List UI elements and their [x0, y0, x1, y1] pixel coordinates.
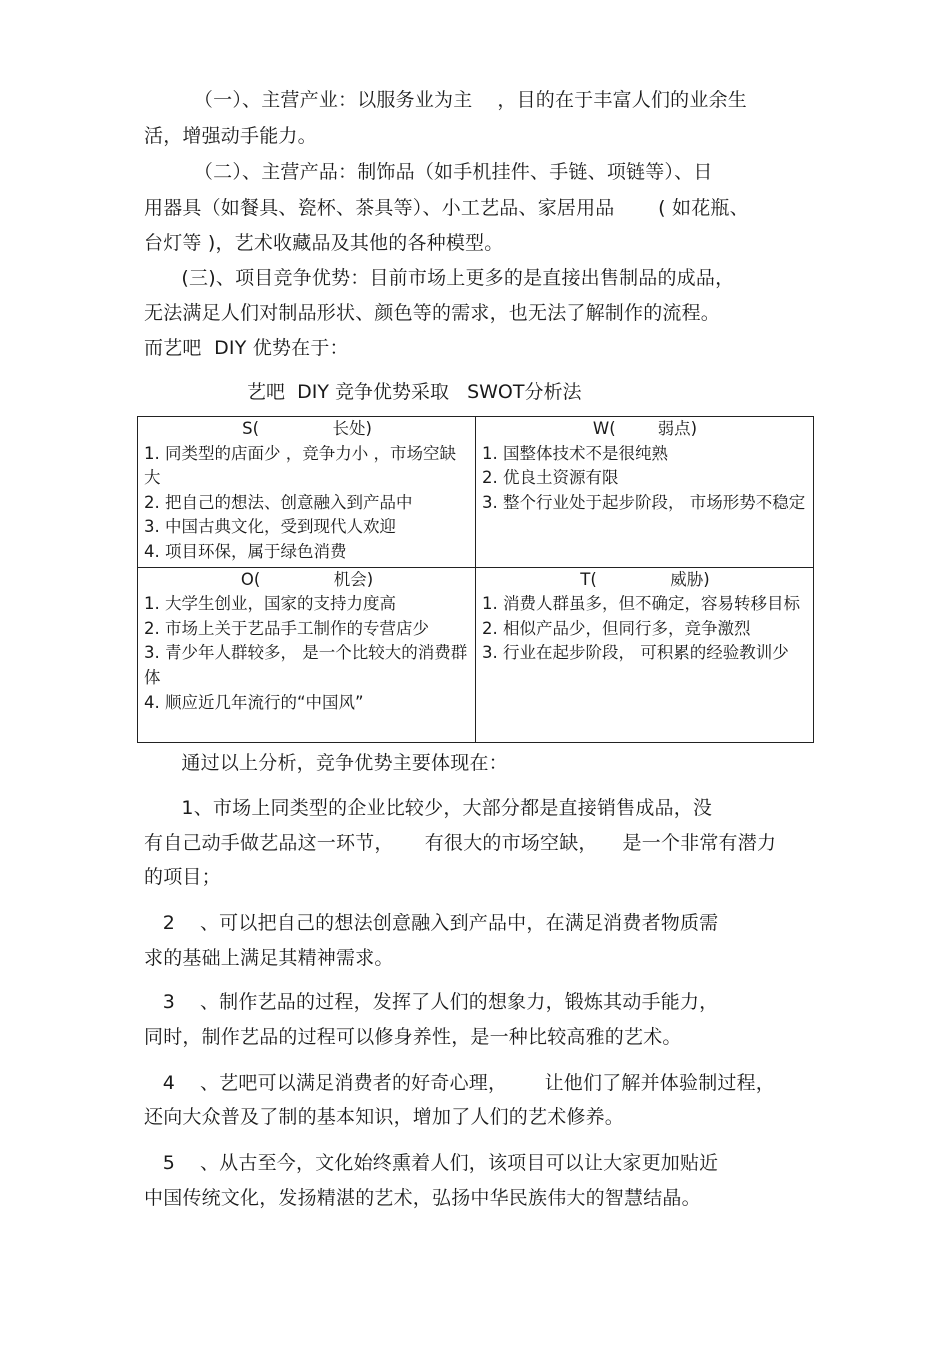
swot-cell-opportunities — [138, 567, 476, 742]
swot-table — [137, 416, 814, 743]
strengths-header: S( 长处) — [242, 419, 372, 438]
paragraph-main-industry: （一）、主营产业：以服务业为主 ，目的在于丰富人们的业余生 — [144, 89, 747, 111]
table-caption: 艺吧 DIY 竞争优势采取 SWOT分析法 — [247, 381, 582, 403]
analysis-point-1: 1、市场上同类型的企业比较少，大部分都是直接销售成品，没 — [144, 797, 713, 819]
swot-row-ot — [138, 567, 814, 742]
analysis-point-4-cont: 还向大众普及了制的基本知识，增加了人们的艺术修养。 — [144, 1106, 625, 1128]
paragraph-competitive-advantage-cont2: 而艺吧 DIY 优势在于： — [144, 337, 349, 359]
threats-header: T( 威胁) — [580, 569, 710, 589]
analysis-point-2-cont: 求的基础上满足其精神需求。 — [144, 947, 394, 969]
opportunity-item: 3. 青少年人群较多， 是一个比较大的消费群体 — [144, 643, 468, 687]
paragraph-main-industry-cont: 活，增强动手能力。 — [144, 125, 317, 147]
analysis-point-1-cont2: 的项目； — [144, 866, 221, 888]
strength-item: 4. 项目环保，属于绿色消费 — [144, 541, 347, 561]
analysis-point-5-cont: 中国传统文化，发扬精湛的艺术，弘扬中华民族伟大的智慧结晶。 — [144, 1187, 701, 1209]
weakness-item: 1. 国整体技术不是很纯熟 — [482, 443, 668, 463]
opportunity-item: 4. 顺应近几年流行的“中国风” — [144, 692, 364, 712]
opportunity-item: 2. 市场上关于艺品手工制作的专营店少 — [144, 618, 429, 638]
strength-item: 1. 同类型的店面少 ，竞争力小 ，市场空缺大 — [144, 443, 456, 488]
analysis-point-3: 3 、制作艺品的过程，发挥了人们的想象力，锻炼其动手能力， — [144, 991, 719, 1013]
strength-item: 3. 中国古典文化，受到现代人欢迎 — [144, 517, 396, 537]
paragraph-main-products: （二）、主营产品：制饰品（如手机挂件、手链、项链等）、日 — [144, 161, 713, 183]
analysis-point-5: 5 、从古至今，文化始终熏着人们，该项目可以让大家更加贴近 — [144, 1152, 719, 1174]
opportunities-header: O( 机会) — [240, 569, 374, 589]
threat-item: 1. 消费人群虽多，但不确定，容易转移目标 — [482, 594, 800, 614]
opportunity-item: 1. 大学生创业，国家的支持力度高 — [144, 594, 396, 614]
swot-cell-weaknesses — [476, 417, 814, 568]
analysis-intro: 通过以上分析，竞争优势主要体现在： — [144, 752, 508, 774]
analysis-point-3-cont: 同时，制作艺品的过程可以修身养性，是一种比较高雅的艺术。 — [144, 1026, 682, 1048]
threat-item: 2. 相似产品少，但同行多，竞争激烈 — [482, 618, 751, 638]
analysis-point-2: 2 、可以把自己的想法创意融入到产品中，在满足消费者物质需 — [144, 912, 719, 934]
weakness-item: 3. 整个行业处于起步阶段， 市场形势不稳定 — [482, 492, 806, 512]
analysis-point-4: 4 、艺吧可以满足消费者的好奇心理， 让他们了解并体验制过程， — [144, 1072, 776, 1094]
threat-item: 3. 行业在起步阶段， 可积累的经验教训少 — [482, 643, 789, 663]
paragraph-competitive-advantage-cont: 无法满足人们对制品形状、颜色等的需求，也无法了解制作的流程。 — [144, 302, 721, 324]
analysis-point-1-cont: 有自己动手做艺品这一环节， 有很大的市场空缺， 是一个非常有潜力 — [144, 832, 777, 854]
paragraph-competitive-advantage: (三)、项目竞争优势：目前市场上更多的是直接出售制品的成品， — [144, 267, 735, 289]
weakness-item: 2. 优良土资源有限 — [482, 468, 619, 488]
strength-item: 2. 把自己的想法、创意融入到产品中 — [144, 492, 413, 512]
swot-cell-strengths — [138, 417, 476, 568]
weaknesses-header: W( 弱点) — [592, 419, 698, 438]
swot-cell-threats — [476, 567, 814, 742]
paragraph-main-products-cont2: 台灯等 )，艺术收藏品及其他的各种模型。 — [144, 232, 504, 254]
paragraph-main-products-cont: 用器具（如餐具、瓷杯、茶具等）、小工艺品、家居用品 ( 如花瓶、 — [144, 197, 749, 219]
swot-row-sw — [138, 417, 814, 568]
